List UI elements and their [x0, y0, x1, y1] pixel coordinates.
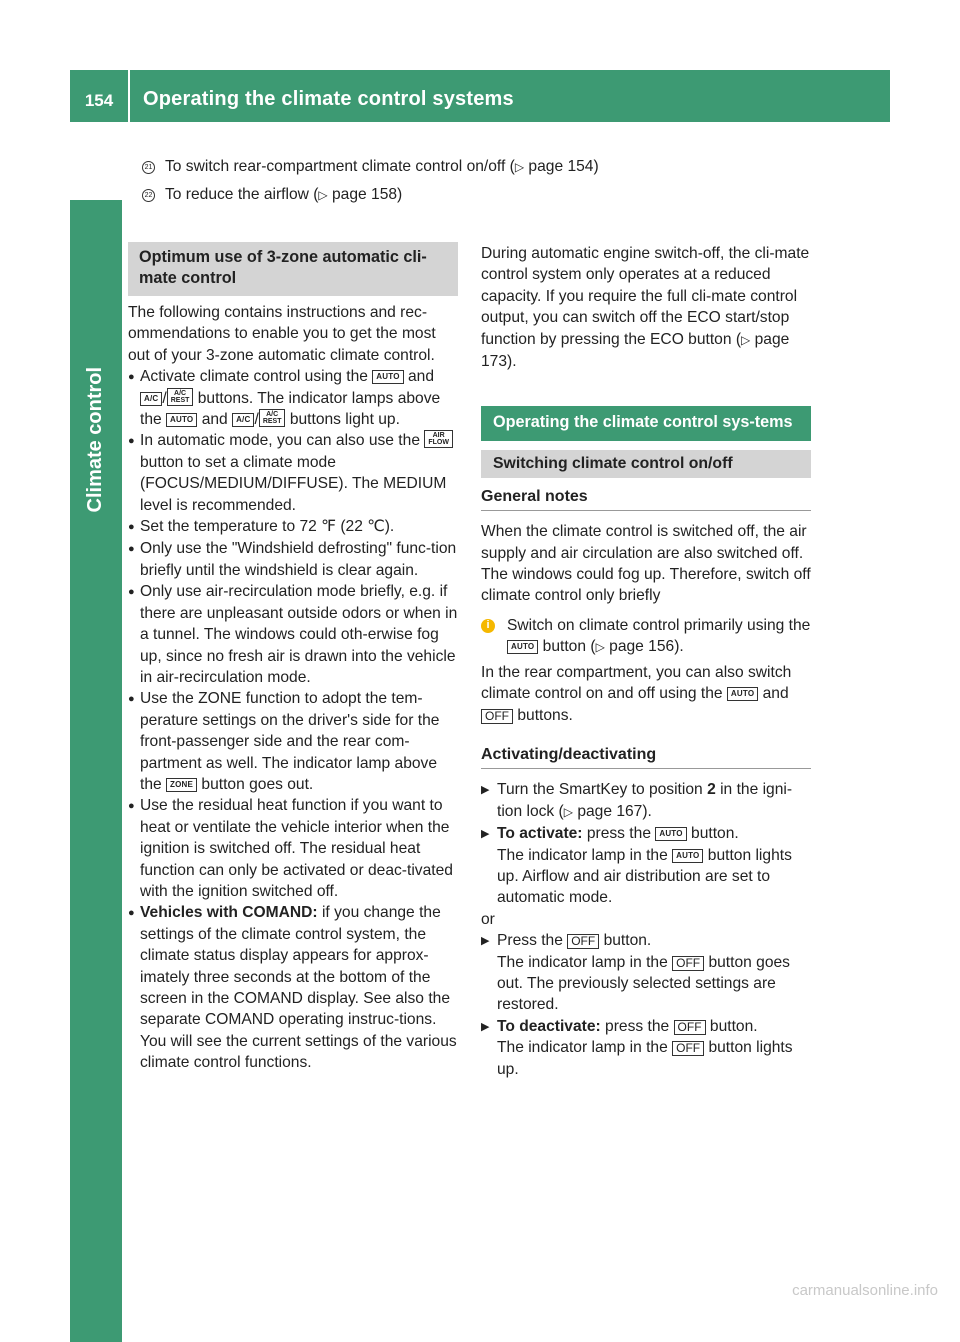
callout-item: 22 To reduce the airflow (▷ page 158) [140, 184, 820, 206]
page-ref-icon: ▷ [563, 804, 573, 819]
auto-button-icon: AUTO [372, 370, 403, 384]
page-ref-link[interactable]: page 156 [609, 638, 675, 656]
page-ref-link[interactable]: page 158 [332, 186, 398, 204]
step-arrow-icon: ▶ [481, 1020, 490, 1033]
step-arrow-icon: ▶ [481, 784, 490, 797]
right-column [481, 242, 811, 1080]
callout-item: 21 To switch rear-compartment climate control on/off (▷ page 154) [140, 156, 820, 178]
off-button-icon: OFF [674, 1020, 706, 1035]
rear-compartment-paragraph: In the rear compartment, you can also switch climate control on and off using the AUTO and OFF buttons. [481, 663, 792, 724]
general-notes-heading: General notes [481, 486, 811, 511]
list-item: ● Only use the "Windshield defrosting" func-tion briefly until the windshield is clear again. [128, 538, 458, 581]
intro-paragraph: The following contains instructions and rec-ommendations to enable you to get the most out of your 3-zone automatic climate control. [128, 304, 436, 364]
page-ref-icon: ▷ [514, 160, 525, 174]
auto-button-icon: AUTO [166, 413, 197, 427]
page-ref-link[interactable]: page 154 [528, 158, 594, 175]
off-button-icon: OFF [672, 1041, 704, 1056]
eco-paragraph: During automatic engine switch-off, the cli-mate control system only operates at a reduced capacity. If you require the full cli-mate control output, you can switch off the ECO start/stop function by pressing the ECO button (▷ page 173). [481, 245, 810, 371]
ac-rest-button-icon: A/C REST [259, 409, 286, 427]
step-item: ▶ To activate: press the AUTO button. The indicator lamp in the AUTO button lights up. Airflow and air distribution are set to automatic mode. [481, 823, 811, 909]
step-arrow-icon: ▶ [481, 828, 490, 841]
bullet-icon: ● [128, 693, 135, 706]
callout-number-icon: 21 [142, 161, 155, 174]
airflow-button-icon: AIR FLOW [424, 430, 453, 448]
step-item: ▶ Turn the SmartKey to position 2 in the igni-tion lock (▷ page 167). [481, 779, 811, 823]
left-column [128, 242, 458, 1074]
or-separator: or [481, 910, 495, 928]
bullet-icon: ● [128, 907, 135, 920]
zone-button-icon: ZONE [166, 778, 197, 792]
callout-number-icon: 22 [142, 189, 155, 202]
side-tab [70, 200, 122, 1342]
page-ref-icon: ▷ [741, 332, 751, 347]
page-ref-link[interactable]: page 167 [577, 802, 643, 820]
general-notes-paragraph: When the climate control is switched off, the air supply and air circulation are also switched off. The windows could fog up. Therefore, switch off climate control only briefly [481, 523, 811, 605]
section-heading: Operating the climate control sys-tems [481, 406, 811, 441]
bullet-icon: ● [128, 371, 135, 384]
step-item: ▶ To deactivate: press the OFF button. The indicator lamp in the OFF button lights up. [481, 1016, 811, 1080]
bullet-icon: ● [128, 586, 135, 599]
page-ref-icon: ▷ [595, 640, 605, 655]
page-ref-icon: ▷ [318, 188, 328, 203]
list-item: ● Set the temperature to 72 ℉ (22 ℃). [128, 516, 458, 538]
list-item: ● Use the ZONE function to adopt the tem-perature settings on the driver's side for the front-passenger side and the rear com-partment as well. The indicator lamp above the ZONE button goes out. [128, 688, 458, 795]
off-button-icon: OFF [481, 709, 513, 724]
list-item: ● Use the residual heat function if you want to heat or ventilate the vehicle interior when the ignition is switched off. The residual heat function can only be activated or deac-tivated with the ignition switched off. [128, 795, 458, 902]
bullet-icon: ● [128, 543, 135, 556]
auto-button-icon: AUTO [672, 849, 703, 863]
info-icon: i [481, 619, 495, 633]
callout-list [140, 156, 820, 213]
page-ref-link[interactable]: page 173 [481, 330, 790, 371]
list-item: ● In automatic mode, you can also use the AIR FLOW button to set a climate mode (FOCUS/MEDIUM/DIFFUSE). The MEDIUM level is recommended. [128, 430, 458, 516]
auto-button-icon: AUTO [655, 827, 686, 841]
ac-button-icon: A/C [232, 413, 254, 427]
auto-button-icon: AUTO [727, 687, 758, 701]
bullet-icon: ● [128, 521, 135, 534]
list-item: ● Only use air-recirculation mode briefly, e.g. if there are unpleasant outside odors or when in a tunnel. The windows could oth-erwise fog up, since no fresh air is drawn into the vehicle in air-recirculation mode. [128, 581, 458, 688]
off-button-icon: OFF [567, 934, 599, 949]
page-title: Operating the climate control systems [143, 88, 514, 111]
ac-button-icon: A/C [140, 392, 162, 406]
ac-rest-button-icon: A/C REST [167, 388, 194, 406]
step-item: ▶ Press the OFF button. The indicator lamp in the OFF button goes out. The previously selected settings are restored. [481, 930, 811, 1016]
page-number: 154 [84, 91, 114, 111]
activating-heading: Activating/deactivating [481, 744, 811, 769]
step-arrow-icon: ▶ [481, 935, 490, 948]
list-item: ● Activate climate control using the AUTO and A/C / A/C REST buttons. The indicator lamps above the AUTO and A/C / A/C REST buttons light up. [128, 366, 458, 430]
off-button-icon: OFF [672, 956, 704, 971]
page-header [70, 70, 890, 122]
info-note: i Switch on climate control primarily using the AUTO button (▷ page 156). [481, 615, 811, 659]
section-heading: Optimum use of 3-zone automatic cli-mate control [128, 242, 458, 296]
list-item: ● Vehicles with COMAND: if you change the settings of the climate control system, the climate status display appears for approx-imately three seconds at the bottom of the screen in the COMAND display. See also the separate COMAND operating instruc-tions. You will see the current settings of the various climate control functions. [128, 902, 458, 1073]
bullet-icon: ● [128, 435, 135, 448]
side-tab-label: Climate control [84, 367, 107, 513]
subsection-heading: Switching climate control on/off [481, 450, 811, 477]
watermark-text: carmanualsonline.info [792, 1282, 938, 1299]
auto-button-icon: AUTO [507, 640, 538, 654]
bullet-icon: ● [128, 800, 135, 813]
